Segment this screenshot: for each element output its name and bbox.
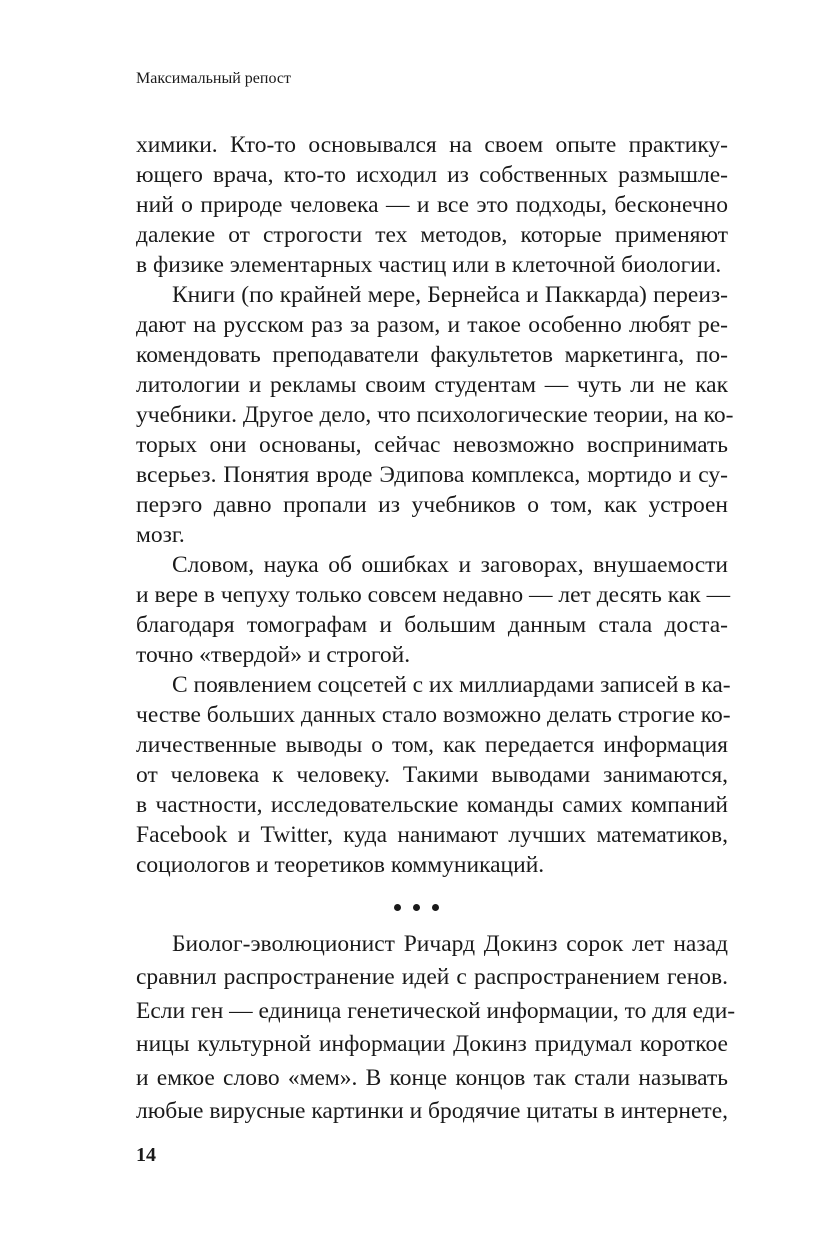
section-break-dots [0,896,833,915]
text-line: Facebook и Twitter, куда нанимают лучших математиков, [136,822,728,848]
paragraph [136,280,734,550]
running-header: Максимальный репост [136,70,291,87]
paragraph [136,670,731,880]
text-line: комендовать преподаватели факультетов маркетинга, по- [136,342,728,368]
text-line: честве больших данных стало возможно делать строгие ко- [136,702,731,728]
text-line: литологии и рекламы своим студентам — чуть ли не как [136,372,728,398]
text-line: любые вирусные картинки и бродячие цитаты в интернете, [136,1097,728,1124]
text-line: и вере в чепуху только совсем недавно — лет десять как — [136,582,731,608]
text-line: торых они основаны, сейчас невозможно воспринимать [136,432,728,458]
text-line: от человека к человеку. Такими выводами занимаются, [136,762,728,788]
text-line: ющего врача, кто-то исходил из собственных размышле- [136,162,728,188]
text-line: социологов и теоретиков коммуникаций. [136,852,545,878]
text-line: химики. Кто-то основывался на своем опыте практику- [136,132,728,158]
text-line: перэго давно пропали из учебников о том, как устроен [136,492,728,518]
text-line: С появлением соцсетей с их миллиардами записей в ка- [172,672,731,698]
text-line: в частности, исследовательские команды самих компаний [136,792,728,818]
text-line: личественные выводы о том, как передается информация [136,732,728,758]
text-line: ницы культурной информации Докинз придумал короткое [136,1031,728,1058]
text-line: Книги (по крайней мере, Бернейса и Паккарда) переиз- [172,282,728,308]
text-line: в физике элементарных частиц или в клеточной биологии. [136,252,722,278]
text-line: всерьез. Понятия вроде Эдипова комплекса, мортидо и су- [136,462,728,488]
text-line: Словом, наука об ошибках и заговорах, внушаемости [172,552,728,578]
paragraph [136,550,731,670]
text-line: точно «твердой» и строгой. [136,642,411,668]
text-line: Биолог-эволюционист Ричард Докинз сорок лет назад [172,931,728,957]
paragraph [136,130,728,280]
text-line: сравнил распространение идей с распространением генов. [136,964,728,991]
text-line: дают на русском раз за разом, и такое особенно любят ре- [136,312,728,338]
text-line: Если ген — единица генетической информации, то для еди- [136,997,736,1024]
text-line: ний о природе человека — и все это подходы, бесконечно [136,192,728,218]
text-line: мозг. [136,522,185,548]
paragraph [136,928,736,1128]
section-2-text [136,928,736,1128]
text-line: и емкое слово «мем». В конце концов так стали называть [136,1064,728,1091]
text-line: учебники. Другое дело, что психологические теории, на ко- [136,402,734,428]
page-number: 14 [136,1144,156,1166]
section-1-text [136,130,734,880]
text-line: далекие от строгости тех методов, которые применяют [136,222,728,248]
text-line: благодаря томографам и большим данным стала доста- [136,612,728,638]
